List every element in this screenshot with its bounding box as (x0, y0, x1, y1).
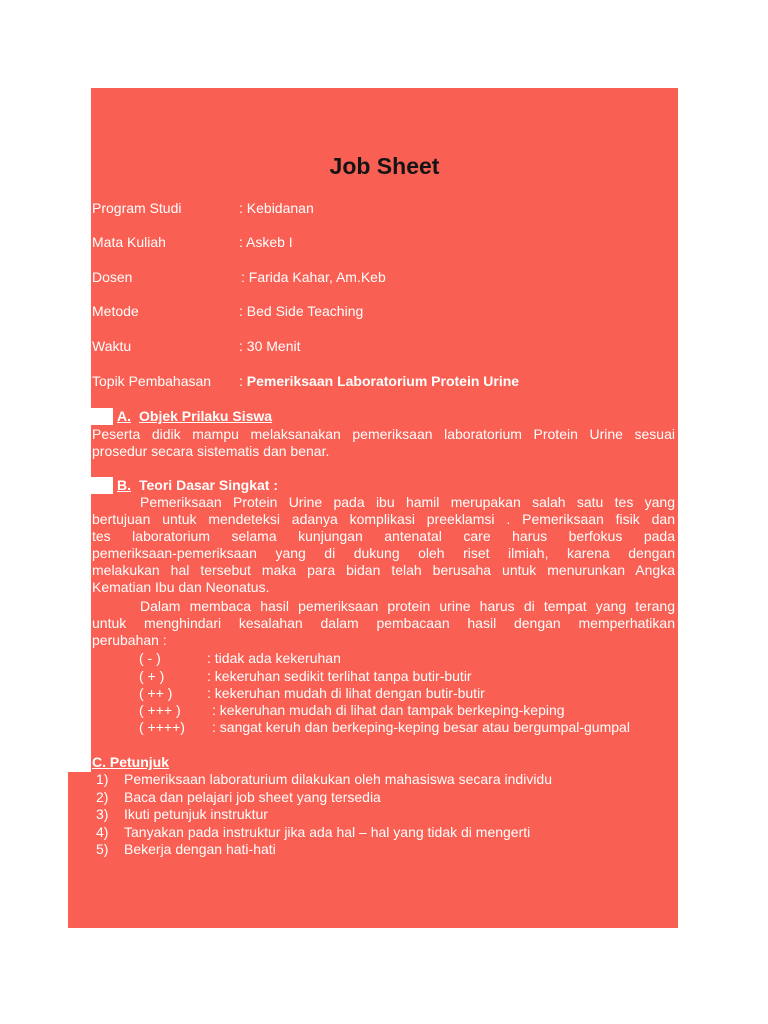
info-value-mata-kuliah: : Askeb I (239, 234, 293, 250)
section-a-letter: A. (117, 408, 131, 424)
section-c-heading: C. Petunjuk (92, 754, 170, 770)
section-b-letter: B. (117, 477, 131, 493)
scale-description: : sangat keruh dan berkeping-keping besar atau bergumpal-gumpal (212, 719, 630, 735)
step-number: 3) (96, 806, 109, 822)
info-label-dosen: Dosen (92, 269, 133, 285)
section-a-paragraph (92, 426, 675, 460)
scale-description: : kekeruhan sedikit terlihat tanpa butir-butir (207, 668, 472, 684)
step-number: 2) (96, 789, 109, 805)
step-text: Tanyakan pada instruktur jika ada hal – hal yang tidak di mengerti (124, 824, 531, 840)
step-text: Ikuti petunjuk instruktur (124, 806, 268, 822)
info-label-topik: Topik Pembahasan (92, 373, 212, 389)
info-value-topik-text: Pemeriksaan Laboratorium Protein Urine (246, 373, 520, 389)
scale-description: : kekeruhan mudah di lihat dan tampak berkeping-keping (212, 702, 565, 718)
section-a-line: prosedur secara sistematis dan benar. (92, 443, 330, 459)
step-text: Bekerja dengan hati-hati (124, 841, 276, 857)
step-number: 4) (96, 824, 109, 840)
section-b-line: melakukan hal tersebut maka para bidan telah berusaha untuk menurunkan Angka (92, 562, 675, 578)
scale-symbol: ( ++++) (139, 719, 185, 735)
scale-symbol: ( + ) (139, 668, 165, 684)
section-b-paragraph-1 (92, 494, 675, 596)
page-title: Job Sheet (329, 153, 440, 179)
info-value-dosen: : Farida Kahar, Am.Keb (241, 269, 386, 285)
info-value-program-studi: : Kebidanan (239, 200, 314, 216)
info-label-metode: Metode (92, 303, 139, 319)
section-b-line: pemeriksaan-pemeriksaan yang di dukung oleh riset ilmiah, karena dengan (92, 545, 675, 561)
step-number: 5) (96, 841, 109, 857)
section-b-marker (91, 477, 113, 494)
scale-description: : tidak ada kekeruhan (207, 650, 341, 666)
section-a-heading: Objek Prilaku Siswa (139, 408, 273, 424)
section-b-line: bertujuan untuk mendeteksi adanya komplikasi preeklamsi . Pemeriksaan fisik dan (92, 511, 675, 527)
info-label-waktu: Waktu (92, 338, 132, 354)
step-text: Pemeriksaan laboraturium dilakukan oleh mahasiswa secara individu (124, 771, 552, 787)
scale-symbol: ( - ) (139, 650, 161, 666)
step-number: 1) (96, 771, 109, 787)
section-b-paragraph-2 (92, 598, 675, 649)
scale-symbol: ( ++ ) (139, 685, 173, 701)
scale-description: : kekeruhan mudah di lihat dengan butir-butir (207, 685, 485, 701)
section-b-line: Dalam membaca hasil pemeriksaan protein urine harus di tempat yang terang (140, 598, 675, 614)
section-b-line: tes laboratorium selama kunjungan antenatal care harus berfokus pada (92, 528, 675, 544)
section-a-marker (91, 408, 113, 425)
info-value-waktu: : 30 Menit (239, 338, 301, 354)
section-b-line: Kematian Ibu dan Neonatus. (92, 579, 270, 595)
step-text: Baca dan pelajari job sheet yang tersedia (124, 789, 381, 805)
section-b-heading: Teori Dasar Singkat : (139, 477, 279, 493)
section-b-line: perubahan : (92, 632, 167, 648)
info-label-mata-kuliah: Mata Kuliah (92, 234, 166, 250)
info-label-program-studi: Program Studi (92, 200, 182, 216)
section-b-line: Pemeriksaan Protein Urine pada ibu hamil merupakan salah satu tes yang (140, 494, 675, 510)
section-b-line: untuk menghindari kesalahan dalam pembacaan hasil dengan memperhatikan (92, 615, 675, 631)
info-value-topik (239, 373, 519, 389)
info-value-topik-prefix: : (239, 373, 247, 389)
scale-symbol: ( +++ ) (139, 702, 181, 718)
info-value-metode: : Bed Side Teaching (239, 303, 364, 319)
section-a-line: Peserta didik mampu melaksanakan pemeriksaan laboratorium Protein Urine sesuai (92, 426, 675, 442)
